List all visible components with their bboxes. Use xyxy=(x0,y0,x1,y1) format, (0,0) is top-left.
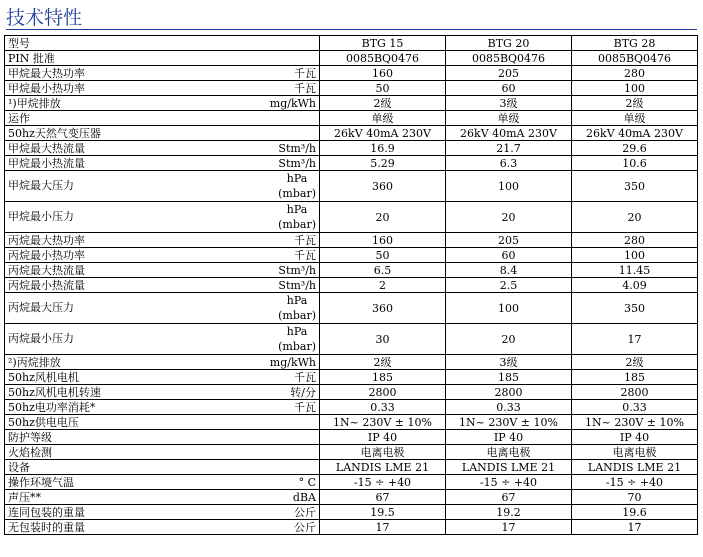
spec-table-body xyxy=(5,36,698,535)
spec-row xyxy=(5,445,698,460)
spec-value-1: 17 xyxy=(320,520,446,535)
spec-unit-text: hPa xyxy=(286,203,308,216)
spec-unit-text: Stm³/h xyxy=(278,156,316,170)
spec-value-2: 0085BQ0476 xyxy=(446,51,572,66)
spec-value-1: 2800 xyxy=(320,385,446,400)
spec-row xyxy=(5,370,698,385)
spec-value-3: 70 xyxy=(572,490,698,505)
spec-value-3: 11.45 xyxy=(572,263,698,278)
spec-label-cell xyxy=(5,171,320,202)
spec-label: 防护等级 xyxy=(8,430,52,444)
spec-unit-text: 公斤 xyxy=(294,505,316,519)
spec-value-2: 60 xyxy=(446,248,572,263)
spec-label-cell xyxy=(5,430,320,445)
spec-unit xyxy=(293,491,316,504)
spec-value-3: 17 xyxy=(572,520,698,535)
spec-unit-text: 转/分 xyxy=(290,385,316,399)
spec-value-2: 0.33 xyxy=(446,400,572,415)
spec-label: 甲烷最小热功率 xyxy=(8,81,85,95)
spec-row xyxy=(5,505,698,520)
spec-label-cell xyxy=(5,324,320,355)
spec-unit-text-secondary: (mbar) xyxy=(278,218,316,231)
spec-value-1: 360 xyxy=(320,293,446,324)
spec-unit xyxy=(270,97,316,110)
spec-value-3: IP 40 xyxy=(572,430,698,445)
spec-unit xyxy=(278,279,316,292)
spec-value-2: -15 ÷ +40 xyxy=(446,475,572,490)
spec-value-1: 30 xyxy=(320,324,446,355)
spec-unit xyxy=(270,356,316,369)
spec-row xyxy=(5,66,698,81)
spec-value-3: 100 xyxy=(572,248,698,263)
spec-unit xyxy=(294,371,316,384)
spec-label: 50hz天然气变压器 xyxy=(8,126,101,140)
spec-value-1: 2 xyxy=(320,278,446,293)
spec-label: 无包装时的重量 xyxy=(8,520,85,534)
spec-value-2: 17 xyxy=(446,520,572,535)
spec-unit-text: Stm³/h xyxy=(278,141,316,155)
spec-label-cell xyxy=(5,293,320,324)
spec-label-cell xyxy=(5,202,320,233)
spec-label: 甲烷最大压力 xyxy=(8,179,74,192)
spec-value-1: IP 40 xyxy=(320,430,446,445)
spec-value-3: 280 xyxy=(572,233,698,248)
spec-row xyxy=(5,171,698,202)
spec-unit xyxy=(278,202,316,232)
spec-unit-text: 千瓦 xyxy=(294,81,316,95)
spec-row xyxy=(5,278,698,293)
title-underline xyxy=(6,29,697,30)
spec-row xyxy=(5,51,698,66)
spec-value-1: 2级 xyxy=(320,355,446,370)
spec-value-3: BTG 28 xyxy=(572,36,698,51)
spec-row xyxy=(5,36,698,51)
spec-unit-text: mg/kWh xyxy=(269,355,316,369)
spec-label: 操作环境气温 xyxy=(8,475,74,489)
spec-label: 丙烷最小热流量 xyxy=(8,278,85,292)
spec-label-cell xyxy=(5,126,320,141)
spec-value-2: LANDIS LME 21 xyxy=(446,460,572,475)
spec-value-3: 2800 xyxy=(572,385,698,400)
spec-value-3: 19.6 xyxy=(572,505,698,520)
spec-label: ¹)甲烷排放 xyxy=(8,96,61,110)
spec-label-cell xyxy=(5,36,320,51)
spec-row xyxy=(5,156,698,171)
spec-unit xyxy=(294,506,316,519)
spec-unit xyxy=(294,401,316,414)
spec-label: 丙烷最小热功率 xyxy=(8,248,85,262)
spec-row xyxy=(5,248,698,263)
spec-value-3: 2级 xyxy=(572,96,698,111)
spec-value-2: 20 xyxy=(446,324,572,355)
spec-value-1: 0.33 xyxy=(320,400,446,415)
spec-unit xyxy=(290,386,316,399)
spec-label: 丙烷最大热功率 xyxy=(8,233,85,247)
spec-value-3: 100 xyxy=(572,81,698,96)
spec-value-3: 20 xyxy=(572,202,698,233)
spec-row xyxy=(5,293,698,324)
spec-value-3: 185 xyxy=(572,370,698,385)
spec-value-2: 3级 xyxy=(446,355,572,370)
spec-unit-text-secondary: (mbar) xyxy=(278,187,316,200)
spec-value-2: 21.7 xyxy=(446,141,572,156)
spec-value-1: 16.9 xyxy=(320,141,446,156)
spec-value-3: 350 xyxy=(572,171,698,202)
spec-row xyxy=(5,520,698,535)
spec-value-1: 50 xyxy=(320,81,446,96)
spec-value-1: BTG 15 xyxy=(320,36,446,51)
spec-row xyxy=(5,460,698,475)
spec-label-cell xyxy=(5,81,320,96)
spec-label: 50hz电功率消耗* xyxy=(8,400,96,414)
spec-value-1: 67 xyxy=(320,490,446,505)
spec-value-1: 50 xyxy=(320,248,446,263)
spec-label-cell xyxy=(5,111,320,126)
spec-row xyxy=(5,96,698,111)
spec-value-2: 205 xyxy=(446,66,572,81)
spec-label: 丙烷最大热流量 xyxy=(8,263,85,277)
spec-row xyxy=(5,415,698,430)
spec-unit-text: 千瓦 xyxy=(294,233,316,247)
spec-value-1: 19.5 xyxy=(320,505,446,520)
spec-value-1: 6.5 xyxy=(320,263,446,278)
spec-label-cell xyxy=(5,51,320,66)
spec-row xyxy=(5,385,698,400)
footer-note xyxy=(6,548,306,557)
spec-unit-text: 千瓦 xyxy=(294,248,316,262)
spec-row xyxy=(5,111,698,126)
spec-label: PIN 批准 xyxy=(8,51,55,65)
spec-row xyxy=(5,400,698,415)
spec-unit-text: hPa xyxy=(286,325,308,338)
spec-row xyxy=(5,475,698,490)
spec-value-2: 6.3 xyxy=(446,156,572,171)
spec-value-3: -15 ÷ +40 xyxy=(572,475,698,490)
spec-value-3: 10.6 xyxy=(572,156,698,171)
spec-value-3: 0085BQ0476 xyxy=(572,51,698,66)
spec-value-2: 100 xyxy=(446,171,572,202)
spec-label-cell xyxy=(5,490,320,505)
spec-value-1: 160 xyxy=(320,66,446,81)
spec-label: 设备 xyxy=(8,460,30,474)
spec-label-cell xyxy=(5,445,320,460)
spec-value-3: 电离电极 xyxy=(572,445,698,460)
spec-value-1: 5.29 xyxy=(320,156,446,171)
spec-label-cell xyxy=(5,156,320,171)
spec-value-1: 单级 xyxy=(320,111,446,126)
spec-unit xyxy=(278,293,316,323)
spec-value-1: 1N~ 230V ± 10% xyxy=(320,415,446,430)
spec-unit-text: 公斤 xyxy=(294,520,316,534)
spec-unit-text: Stm³/h xyxy=(278,278,316,292)
spec-label: 声压** xyxy=(8,490,41,504)
spec-value-2: 100 xyxy=(446,293,572,324)
spec-table xyxy=(4,35,698,535)
spec-row xyxy=(5,202,698,233)
spec-row xyxy=(5,355,698,370)
spec-value-2: 26kV 40mA 230V xyxy=(446,126,572,141)
spec-unit xyxy=(278,264,316,277)
spec-unit xyxy=(294,82,316,95)
spec-label-cell xyxy=(5,370,320,385)
spec-label-cell xyxy=(5,475,320,490)
spec-row xyxy=(5,263,698,278)
spec-unit-text: Stm³/h xyxy=(278,263,316,277)
spec-label: 甲烷最大热流量 xyxy=(8,141,85,155)
spec-unit-text: ° C xyxy=(298,475,316,489)
spec-value-2: 1N~ 230V ± 10% xyxy=(446,415,572,430)
spec-unit xyxy=(294,249,316,262)
spec-unit xyxy=(294,521,316,534)
spec-value-3: 26kV 40mA 230V xyxy=(572,126,698,141)
spec-value-2: 185 xyxy=(446,370,572,385)
spec-label: 50hz风机电机 xyxy=(8,370,79,384)
spec-unit-text: hPa xyxy=(286,294,308,307)
spec-unit-text: 千瓦 xyxy=(294,370,316,384)
spec-value-3: LANDIS LME 21 xyxy=(572,460,698,475)
spec-value-3: 350 xyxy=(572,293,698,324)
spec-label-cell xyxy=(5,248,320,263)
spec-value-1: LANDIS LME 21 xyxy=(320,460,446,475)
spec-label-cell xyxy=(5,66,320,81)
spec-row xyxy=(5,141,698,156)
spec-unit-text: dBA xyxy=(292,490,316,504)
spec-value-3: 17 xyxy=(572,324,698,355)
spec-label-cell xyxy=(5,263,320,278)
spec-unit-text: mg/kWh xyxy=(269,96,316,110)
spec-label: 甲烷最大热功率 xyxy=(8,66,85,80)
spec-row xyxy=(5,81,698,96)
spec-value-1: 20 xyxy=(320,202,446,233)
spec-value-3: 1N~ 230V ± 10% xyxy=(572,415,698,430)
spec-value-2: 67 xyxy=(446,490,572,505)
spec-unit xyxy=(278,324,316,354)
spec-value-1: 26kV 40mA 230V xyxy=(320,126,446,141)
spec-label-cell xyxy=(5,141,320,156)
spec-unit-text: 千瓦 xyxy=(294,400,316,414)
spec-value-1: 185 xyxy=(320,370,446,385)
spec-label-cell xyxy=(5,505,320,520)
spec-unit xyxy=(278,171,316,201)
spec-value-2: 60 xyxy=(446,81,572,96)
spec-value-1: -15 ÷ +40 xyxy=(320,475,446,490)
spec-value-1: 360 xyxy=(320,171,446,202)
spec-value-2: 19.2 xyxy=(446,505,572,520)
spec-value-1: 160 xyxy=(320,233,446,248)
spec-value-2: 8.4 xyxy=(446,263,572,278)
spec-label: 甲烷最小压力 xyxy=(8,210,74,223)
spec-label-cell xyxy=(5,355,320,370)
spec-label: 甲烷最小热流量 xyxy=(8,156,85,170)
spec-value-1: 2级 xyxy=(320,96,446,111)
spec-unit xyxy=(278,142,316,155)
spec-label: 火焰检测 xyxy=(8,445,52,459)
spec-value-2: BTG 20 xyxy=(446,36,572,51)
spec-row xyxy=(5,430,698,445)
spec-value-2: 20 xyxy=(446,202,572,233)
spec-label-cell xyxy=(5,96,320,111)
spec-label: 50hz供电电压 xyxy=(8,415,79,429)
spec-value-3: 单级 xyxy=(572,111,698,126)
spec-label-cell xyxy=(5,278,320,293)
spec-value-2: 单级 xyxy=(446,111,572,126)
spec-label: ²)丙烷排放 xyxy=(8,355,61,369)
spec-label: 运作 xyxy=(8,111,30,125)
spec-unit xyxy=(294,67,316,80)
spec-label-cell xyxy=(5,520,320,535)
spec-value-2: 205 xyxy=(446,233,572,248)
spec-row xyxy=(5,233,698,248)
spec-value-2: 2800 xyxy=(446,385,572,400)
spec-label: 丙烷最小压力 xyxy=(8,332,74,345)
spec-row xyxy=(5,126,698,141)
spec-label: 50hz风机电机转速 xyxy=(8,385,101,399)
spec-unit xyxy=(278,157,316,170)
spec-value-3: 0.33 xyxy=(572,400,698,415)
spec-value-3: 29.6 xyxy=(572,141,698,156)
spec-label-cell xyxy=(5,400,320,415)
spec-value-3: 2级 xyxy=(572,355,698,370)
spec-label-cell xyxy=(5,385,320,400)
spec-value-2: 3级 xyxy=(446,96,572,111)
spec-unit-text: 千瓦 xyxy=(294,66,316,80)
spec-unit xyxy=(294,234,316,247)
spec-value-2: IP 40 xyxy=(446,430,572,445)
spec-label-cell xyxy=(5,460,320,475)
spec-unit-text-secondary: (mbar) xyxy=(278,309,316,322)
spec-value-1: 电离电极 xyxy=(320,445,446,460)
spec-label-cell xyxy=(5,415,320,430)
spec-value-3: 280 xyxy=(572,66,698,81)
spec-value-2: 电离电极 xyxy=(446,445,572,460)
spec-unit-text: hPa xyxy=(286,172,308,185)
spec-row xyxy=(5,324,698,355)
spec-value-2: 2.5 xyxy=(446,278,572,293)
spec-value-3: 4.09 xyxy=(572,278,698,293)
spec-unit xyxy=(299,476,316,489)
page-title: 技术特性 xyxy=(6,7,83,29)
spec-unit-text-secondary: (mbar) xyxy=(278,340,316,353)
spec-label: 连同包装的重量 xyxy=(8,505,85,519)
spec-label: 丙烷最大压力 xyxy=(8,301,74,314)
spec-row xyxy=(5,490,698,505)
spec-label: 型号 xyxy=(8,36,30,50)
spec-label-cell xyxy=(5,233,320,248)
spec-value-1: 0085BQ0476 xyxy=(320,51,446,66)
